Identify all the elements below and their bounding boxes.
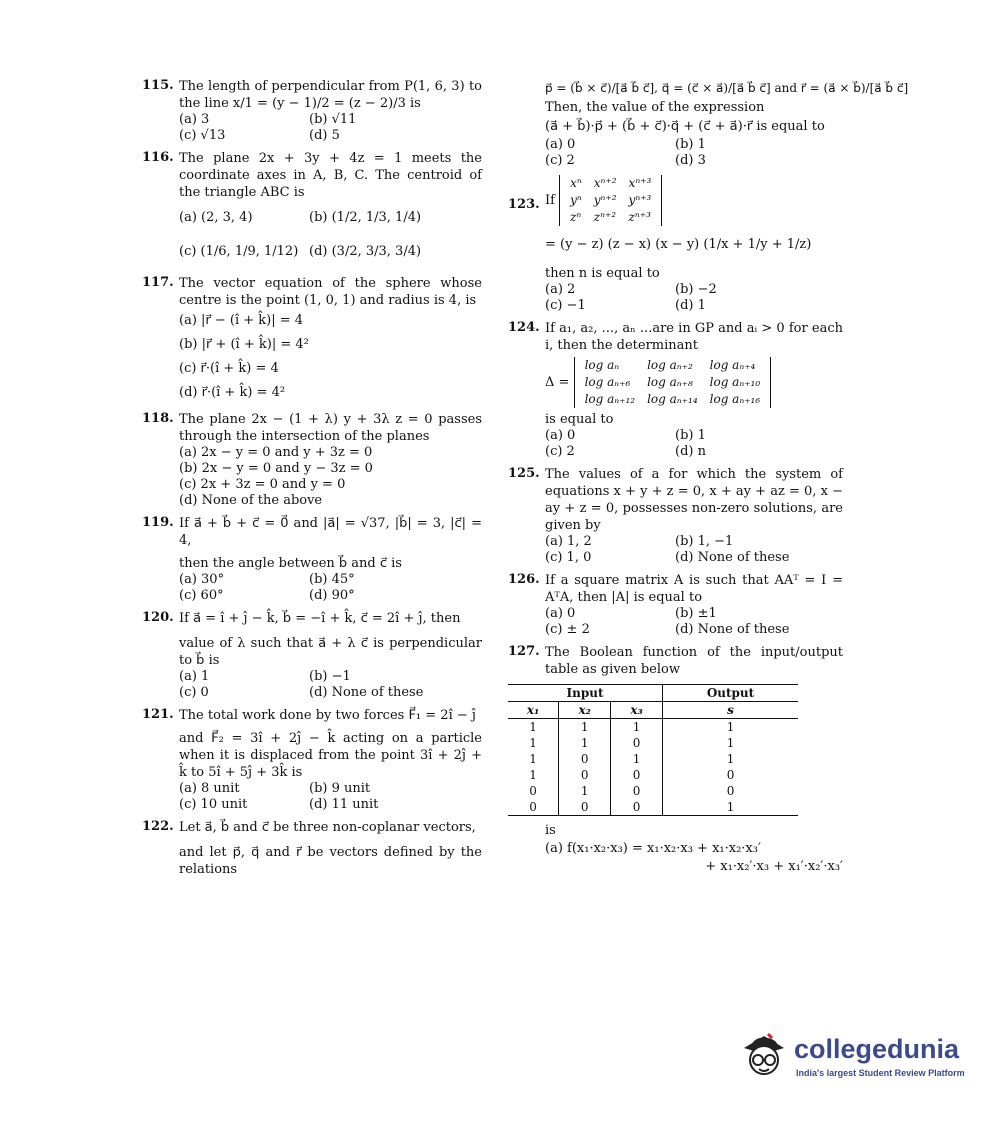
question-number: 119. bbox=[142, 515, 174, 530]
det-cell: zⁿ⁺² bbox=[593, 210, 617, 224]
table-cell: 0 bbox=[611, 767, 663, 783]
question-122-continued bbox=[508, 78, 909, 169]
vector-relations: p⃗ = (b⃗ × c⃗)/[a⃗ b⃗ c⃗], q⃗ = (c⃗ × a⃗)/[a⃗ b⃗ c⃗] and r⃗ = (a⃗ × b⃗)/[a⃗ b⃗ c⃗] bbox=[545, 81, 909, 95]
question-127 bbox=[508, 644, 843, 876]
option-b: (b) 9 unit bbox=[309, 781, 371, 796]
table-cell: 1 bbox=[663, 799, 798, 816]
det-cell: xⁿ⁺² bbox=[593, 176, 617, 190]
table-row bbox=[508, 751, 798, 767]
det-cell: log aₙ₊₆ bbox=[584, 375, 631, 389]
question-text-cont: is equal to bbox=[545, 412, 614, 427]
question-text: The plane 2x + 3y + 4z = 1 meets the coordinate axes in A, B, C. The centroid of the triangle ABC is bbox=[179, 151, 482, 200]
question-text-cont: is bbox=[545, 823, 556, 838]
right-column bbox=[508, 78, 909, 882]
table-cell: 0 bbox=[663, 767, 798, 783]
det-cell: log aₙ₊₁₂ bbox=[584, 392, 636, 406]
question-116 bbox=[142, 150, 482, 269]
option-a: (a) f(x₁·x₂·x₃) = x₁·x₂·x₃ + x₁·x₂·x₃′ bbox=[545, 841, 761, 856]
table-cell: 0 bbox=[663, 783, 798, 799]
option-d: (d) None of these bbox=[675, 550, 790, 565]
question-number: 118. bbox=[142, 411, 174, 426]
table-cell: 1 bbox=[529, 720, 537, 734]
option-d: (d) 1 bbox=[675, 298, 706, 313]
det-cell: log aₙ₊₁₀ bbox=[709, 375, 761, 389]
question-number: 121. bbox=[142, 707, 174, 722]
question-number: 123. bbox=[508, 197, 540, 212]
option-c: (c) −1 bbox=[545, 298, 586, 313]
question-text: then n is equal to bbox=[545, 266, 660, 281]
option-c: (c) 2 bbox=[545, 444, 575, 459]
option-b: (b) 1 bbox=[675, 137, 706, 152]
table-cell: 1 bbox=[611, 751, 663, 767]
left-column bbox=[142, 78, 482, 884]
option-d: (d) None of the above bbox=[179, 493, 323, 508]
option-a: (a) 2x − y = 0 and y + 3z = 0 bbox=[179, 445, 373, 460]
question-122 bbox=[142, 819, 482, 878]
table-cell: 0 bbox=[611, 783, 663, 799]
question-text-cont: and let p⃗, q⃗ and r⃗ be vectors defined by the relations bbox=[179, 845, 482, 877]
table-cell: 1 bbox=[529, 768, 537, 782]
option-c: (c) (1/6, 1/9, 1/12) bbox=[179, 244, 299, 259]
question-123 bbox=[508, 175, 843, 314]
option-b: (b) 1, −1 bbox=[675, 534, 734, 549]
expression: (a⃗ + b⃗)·p⃗ + (b⃗ + c⃗)·q⃗ + (c⃗ + a⃗)·r⃗ is equal to bbox=[545, 119, 825, 134]
question-text: The total work done by two forces F⃗₁ = 2î − ĵ bbox=[179, 708, 476, 723]
rhs-expression: = (y − z) (z − x) (x − y) (1/x + 1/y + 1/z) bbox=[545, 237, 812, 252]
det-cell: log aₙ bbox=[584, 358, 620, 372]
question-number: 126. bbox=[508, 572, 540, 587]
table-row bbox=[508, 767, 798, 783]
option-c: (c) √13 bbox=[179, 128, 226, 143]
option-b: (b) |r⃗ + (î + k̂)| = 4² bbox=[179, 337, 309, 352]
det-cell: zⁿ bbox=[570, 210, 582, 224]
option-b: (b) 45° bbox=[309, 572, 355, 587]
question-text: If a⃗ = î + ĵ − k̂, b⃗ = −î + k̂, c⃗ = 2î + ĵ, then bbox=[179, 611, 461, 626]
question-text: The vector equation of the sphere whose centre is the point (1, 0, 1) and radius is 4, is bbox=[179, 276, 482, 308]
question-text: The plane 2x − (1 + λ) y + 3λ z = 0 passes through the intersection of the planes bbox=[179, 412, 482, 444]
question-text-cont: value of λ such that a⃗ + λ c⃗ is perpendicular to b⃗ is bbox=[179, 636, 482, 668]
option-d: (d) None of these bbox=[309, 685, 424, 700]
question-number: 115. bbox=[142, 78, 174, 93]
det-cell: yⁿ⁺² bbox=[593, 193, 617, 207]
column-header: x₂ bbox=[559, 702, 611, 719]
table-cell: 1 bbox=[663, 735, 798, 751]
question-text: If a⃗ + b⃗ + c⃗ = 0⃗ and |a⃗| = √37, |b⃗| = 3, |c⃗| = 4, bbox=[179, 516, 482, 548]
question-126 bbox=[508, 572, 843, 638]
option-c: (c) 60° bbox=[179, 588, 224, 603]
table-cell: 1 bbox=[663, 751, 798, 767]
question-number: 116. bbox=[142, 150, 174, 165]
question-115 bbox=[142, 78, 482, 144]
det-cell: log aₙ₊₄ bbox=[709, 358, 756, 372]
option-d: (d) 90° bbox=[309, 588, 355, 603]
table-cell: 1 bbox=[559, 783, 611, 799]
option-b: (b) (1/2, 1/3, 1/4) bbox=[309, 210, 422, 225]
column-header: x₁ bbox=[508, 702, 559, 719]
table-cell: 0 bbox=[611, 799, 663, 816]
option-a-cont: + x₁·x₂′·x₃ + x₁′·x₂′·x₃′ bbox=[705, 859, 843, 874]
option-d: (d) None of these bbox=[675, 622, 790, 637]
question-text: If a square matrix A is such that AAᵀ = I = AᵀA, then |A| is equal to bbox=[545, 573, 843, 605]
question-text-cont: and F⃗₂ = 3î + 2ĵ − k̂ acting on a particle when it is displaced from the point 3î + 2ĵ + k̂ to 5î + 5ĵ + 3k̂ is bbox=[179, 731, 482, 780]
table-cell: 0 bbox=[559, 767, 611, 783]
question-text: Let a⃗, b⃗ and c⃗ be three non-coplanar vectors, bbox=[179, 820, 476, 835]
question-number: 124. bbox=[508, 320, 540, 335]
det-cell: log aₙ₊₁₆ bbox=[709, 392, 761, 406]
column-header: x₃ bbox=[611, 702, 663, 719]
det-cell: log aₙ₊₁₄ bbox=[647, 392, 698, 406]
option-a: (a) (2, 3, 4) bbox=[179, 210, 253, 225]
option-a: (a) |r⃗ − (î + k̂)| = 4 bbox=[179, 313, 304, 328]
question-120 bbox=[142, 610, 482, 701]
det-cell: xⁿ⁺³ bbox=[628, 176, 652, 190]
option-c: (c) 10 unit bbox=[179, 797, 248, 812]
brand-name: collegedunia bbox=[794, 1034, 960, 1064]
table-cell: 0 bbox=[611, 735, 663, 751]
question-number: 127. bbox=[508, 644, 540, 659]
question-text: If a₁, a₂, ..., aₙ ...are in GP and aᵢ > 0 for each i, then the determinant bbox=[545, 321, 843, 353]
table-row bbox=[508, 719, 798, 736]
option-d: (d) n bbox=[675, 444, 706, 459]
option-d: (d) (3/2, 3/3, 3/4) bbox=[309, 244, 422, 259]
table-cell: 1 bbox=[529, 752, 537, 766]
table-cell: 1 bbox=[559, 719, 611, 736]
table-cell: 0 bbox=[508, 799, 559, 816]
option-a: (a) 30° bbox=[179, 572, 225, 587]
collegedunia-logo bbox=[738, 1030, 968, 1090]
option-b: (b) −1 bbox=[309, 669, 351, 684]
table-row bbox=[508, 799, 798, 816]
option-a: (a) 8 unit bbox=[179, 781, 240, 796]
table-row bbox=[508, 783, 798, 799]
option-d: (d) 11 unit bbox=[309, 797, 379, 812]
option-a: (a) 0 bbox=[545, 137, 576, 152]
det-cell: yⁿ bbox=[570, 193, 582, 207]
question-text: The values of a for which the system of equations x + y + z = 0, x + ay + az = 0, x − ay + z = 0, possesses non-zero solutions, are given by bbox=[545, 467, 843, 533]
table-cell: 1 bbox=[663, 719, 798, 736]
brand-tagline: India's largest Student Review Platform bbox=[796, 1068, 965, 1078]
lead-text: If bbox=[545, 193, 555, 208]
table-cell: 0 bbox=[559, 751, 611, 767]
option-c: (c) 2 bbox=[545, 153, 575, 168]
option-c: (c) 1, 0 bbox=[545, 550, 592, 565]
option-c: (c) ± 2 bbox=[545, 622, 590, 637]
question-number: 122. bbox=[142, 819, 174, 834]
option-d: (d) 3 bbox=[675, 153, 706, 168]
table-cell: 0 bbox=[529, 784, 537, 798]
question-number: 125. bbox=[508, 466, 540, 481]
question-117 bbox=[142, 275, 482, 405]
option-b: (b) 2x − y = 0 and y − 3z = 0 bbox=[179, 461, 373, 476]
det-cell: zⁿ⁺³ bbox=[628, 210, 651, 224]
question-124 bbox=[508, 320, 843, 460]
option-c: (c) 0 bbox=[179, 685, 209, 700]
det-cell: yⁿ⁺³ bbox=[628, 193, 652, 207]
option-a: (a) 0 bbox=[545, 606, 576, 621]
question-125 bbox=[508, 466, 843, 566]
table-cell: 1 bbox=[559, 735, 611, 751]
option-c: (c) r⃗·(î + k̂) = 4 bbox=[179, 361, 279, 376]
table-cell: 1 bbox=[529, 736, 537, 750]
option-a: (a) 1 bbox=[179, 669, 210, 684]
question-119 bbox=[142, 515, 482, 604]
option-d: (d) r⃗·(î + k̂) = 4² bbox=[179, 385, 286, 400]
student-mascot-icon bbox=[738, 1030, 790, 1082]
det-cell: xⁿ bbox=[570, 176, 582, 190]
question-number: 117. bbox=[142, 275, 174, 290]
option-d: (d) 5 bbox=[309, 128, 340, 143]
determinant bbox=[574, 357, 772, 408]
option-a: (a) 3 bbox=[179, 112, 210, 127]
table-cell: 1 bbox=[611, 719, 663, 736]
table-row bbox=[508, 735, 798, 751]
question-text: The Boolean function of the input/output table as given below bbox=[545, 645, 843, 677]
column-header: s bbox=[663, 702, 798, 719]
option-a: (a) 1, 2 bbox=[545, 534, 592, 549]
truth-table bbox=[508, 684, 798, 816]
option-b: (b) √11 bbox=[309, 112, 357, 127]
question-118 bbox=[142, 411, 482, 509]
input-group-header: Input bbox=[508, 685, 663, 702]
output-group-header: Output bbox=[663, 685, 798, 702]
option-a: (a) 2 bbox=[545, 282, 576, 297]
table-cell: 0 bbox=[559, 799, 611, 816]
det-cell: log aₙ₊₈ bbox=[647, 375, 693, 389]
option-b: (b) −2 bbox=[675, 282, 717, 297]
question-text: The length of perpendicular from P(1, 6, 3) to the line x/1 = (y − 1)/2 = (z − 2)/3 is bbox=[179, 79, 482, 111]
question-number: 120. bbox=[142, 610, 174, 625]
option-b: (b) ±1 bbox=[675, 606, 717, 621]
det-cell: log aₙ₊₂ bbox=[647, 358, 693, 372]
question-121 bbox=[142, 707, 482, 813]
delta-label: Δ = bbox=[545, 375, 570, 390]
option-b: (b) 1 bbox=[675, 428, 706, 443]
determinant bbox=[559, 175, 662, 226]
option-a: (a) 0 bbox=[545, 428, 576, 443]
option-c: (c) 2x + 3z = 0 and y = 0 bbox=[179, 477, 346, 492]
question-text-cont: then the angle between b⃗ and c⃗ is bbox=[179, 556, 402, 571]
question-text: Then, the value of the expression bbox=[545, 100, 765, 115]
